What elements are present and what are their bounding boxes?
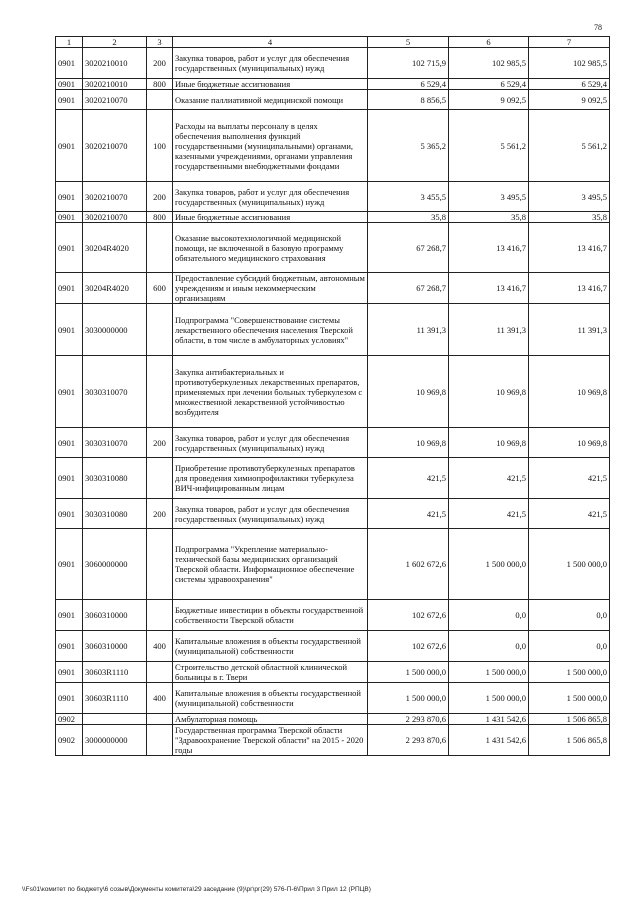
value-col-5: 35,8 <box>368 212 449 223</box>
table-row <box>56 90 610 110</box>
value-col-6: 0,0 <box>449 600 529 631</box>
value-col-5: 10 969,8 <box>368 356 449 428</box>
value-col-5: 3 455,5 <box>368 182 449 212</box>
value-col-6: 421,5 <box>449 458 529 499</box>
footer-file-path: \\Fs01\комитет по бюджету\6 созыв\Документы комитета\29 заседание (9)\рг\рг(29) 576-П-6\Прил 3 Прил 12 (РПЦВ) <box>22 886 371 893</box>
target-code: 3020210070 <box>83 212 147 223</box>
target-code: 30204R4020 <box>83 273 147 304</box>
expense-type: 800 <box>147 212 173 223</box>
item-name: Закупка товаров, работ и услуг для обеспечения государственных (муниципальных) нужд <box>173 428 368 458</box>
value-col-7: 6 529,4 <box>529 79 610 90</box>
expense-type: 400 <box>147 683 173 714</box>
value-col-5: 10 969,8 <box>368 428 449 458</box>
section-code: 0901 <box>56 110 83 182</box>
header-col-2: 2 <box>83 37 147 48</box>
expense-type <box>147 90 173 110</box>
item-name: Бюджетные инвестиции в объекты государственной собственности Тверской области <box>173 600 368 631</box>
value-col-7: 13 416,7 <box>529 273 610 304</box>
value-col-6: 35,8 <box>449 212 529 223</box>
target-code: 3020210010 <box>83 79 147 90</box>
section-code: 0901 <box>56 223 83 273</box>
expense-type <box>147 304 173 356</box>
value-col-7: 10 969,8 <box>529 428 610 458</box>
expense-type <box>147 600 173 631</box>
value-col-5: 102 672,6 <box>368 600 449 631</box>
value-col-6: 102 985,5 <box>449 48 529 79</box>
section-code: 0901 <box>56 683 83 714</box>
expense-type: 400 <box>147 631 173 662</box>
value-col-5: 5 365,2 <box>368 110 449 182</box>
value-col-5: 8 856,5 <box>368 90 449 110</box>
target-code: 3020210070 <box>83 90 147 110</box>
item-name: Амбулаторная помощь <box>173 714 368 725</box>
target-code: 3030310080 <box>83 499 147 529</box>
value-col-6: 10 969,8 <box>449 356 529 428</box>
section-code: 0901 <box>56 182 83 212</box>
value-col-5: 1 500 000,0 <box>368 683 449 714</box>
budget-table <box>55 36 610 756</box>
value-col-6: 5 561,2 <box>449 110 529 182</box>
section-code: 0902 <box>56 725 83 756</box>
value-col-7: 5 561,2 <box>529 110 610 182</box>
expense-type <box>147 714 173 725</box>
section-code: 0901 <box>56 304 83 356</box>
table-row <box>56 529 610 600</box>
value-col-6: 13 416,7 <box>449 223 529 273</box>
value-col-5: 11 391,3 <box>368 304 449 356</box>
value-col-7: 10 969,8 <box>529 356 610 428</box>
table-row <box>56 428 610 458</box>
table-row <box>56 79 610 90</box>
expense-type <box>147 356 173 428</box>
item-name: Иные бюджетные ассигнования <box>173 212 368 223</box>
table-body <box>56 48 610 756</box>
section-code: 0902 <box>56 714 83 725</box>
value-col-6: 6 529,4 <box>449 79 529 90</box>
target-code: 3020210070 <box>83 182 147 212</box>
expense-type: 200 <box>147 428 173 458</box>
item-name: Подпрограмма "Совершенствование системы лекарственного обеспечения населения Тверской области, в том числе в амбулаторных условиях" <box>173 304 368 356</box>
table-row <box>56 273 610 304</box>
table-row <box>56 499 610 529</box>
target-code: 3030310070 <box>83 428 147 458</box>
value-col-5: 421,5 <box>368 499 449 529</box>
item-name: Закупка товаров, работ и услуг для обеспечения государственных (муниципальных) нужд <box>173 48 368 79</box>
item-name: Подпрограмма "Укрепление материально-технической базы медицинских организаций Тверской области. Информационное обеспечение системы здравоохранения" <box>173 529 368 600</box>
section-code: 0901 <box>56 212 83 223</box>
table-row <box>56 662 610 683</box>
value-col-5: 67 268,7 <box>368 273 449 304</box>
target-code: 30204R4020 <box>83 223 147 273</box>
expense-type <box>147 529 173 600</box>
value-col-7: 11 391,3 <box>529 304 610 356</box>
section-code: 0901 <box>56 600 83 631</box>
item-name: Государственная программа Тверской области "Здравоохранение Тверской области" на 2015 - 2020 годы <box>173 725 368 756</box>
expense-type <box>147 458 173 499</box>
target-code: 3060310000 <box>83 600 147 631</box>
header-col-4: 4 <box>173 37 368 48</box>
value-col-7: 421,5 <box>529 458 610 499</box>
section-code: 0901 <box>56 48 83 79</box>
section-code: 0901 <box>56 90 83 110</box>
expense-type <box>147 725 173 756</box>
value-col-7: 1 500 000,0 <box>529 529 610 600</box>
expense-type <box>147 223 173 273</box>
value-col-5: 102 715,9 <box>368 48 449 79</box>
expense-type: 100 <box>147 110 173 182</box>
header-col-6: 6 <box>449 37 529 48</box>
value-col-6: 1 500 000,0 <box>449 529 529 600</box>
value-col-7: 35,8 <box>529 212 610 223</box>
header-col-7: 7 <box>529 37 610 48</box>
target-code: 3000000000 <box>83 725 147 756</box>
item-name: Иные бюджетные ассигнования <box>173 79 368 90</box>
target-code: 3020210010 <box>83 48 147 79</box>
value-col-7: 102 985,5 <box>529 48 610 79</box>
item-name: Предоставление субсидий бюджетным, автономным учреждениям и иным некоммерческим организациям <box>173 273 368 304</box>
item-name: Оказание паллиативной медицинской помощи <box>173 90 368 110</box>
value-col-6: 1 431 542,6 <box>449 725 529 756</box>
section-code: 0901 <box>56 662 83 683</box>
target-code: 3030310080 <box>83 458 147 499</box>
value-col-6: 1 500 000,0 <box>449 662 529 683</box>
header-col-1: 1 <box>56 37 83 48</box>
value-col-5: 421,5 <box>368 458 449 499</box>
section-code: 0901 <box>56 631 83 662</box>
expense-type: 800 <box>147 79 173 90</box>
table-row <box>56 725 610 756</box>
value-col-6: 1 431 542,6 <box>449 714 529 725</box>
page-number: 78 <box>594 23 602 32</box>
target-code: 3030000000 <box>83 304 147 356</box>
value-col-7: 1 506 865,8 <box>529 725 610 756</box>
value-col-7: 9 092,5 <box>529 90 610 110</box>
item-name: Оказание высокотехнологичной медицинской помощи, не включенной в базовую программу обязательного медицинского страхования <box>173 223 368 273</box>
value-col-6: 11 391,3 <box>449 304 529 356</box>
value-col-5: 6 529,4 <box>368 79 449 90</box>
target-code: 3060310000 <box>83 631 147 662</box>
section-code: 0901 <box>56 529 83 600</box>
section-code: 0901 <box>56 273 83 304</box>
value-col-5: 102 672,6 <box>368 631 449 662</box>
table-row <box>56 48 610 79</box>
value-col-7: 1 506 865,8 <box>529 714 610 725</box>
table-row <box>56 458 610 499</box>
value-col-6: 0,0 <box>449 631 529 662</box>
section-code: 0901 <box>56 458 83 499</box>
value-col-7: 421,5 <box>529 499 610 529</box>
target-code: 30603R1110 <box>83 662 147 683</box>
header-col-5: 5 <box>368 37 449 48</box>
value-col-7: 1 500 000,0 <box>529 662 610 683</box>
value-col-6: 13 416,7 <box>449 273 529 304</box>
table-row <box>56 356 610 428</box>
value-col-6: 9 092,5 <box>449 90 529 110</box>
table-row <box>56 223 610 273</box>
value-col-7: 1 500 000,0 <box>529 683 610 714</box>
target-code: 3020210070 <box>83 110 147 182</box>
table-row <box>56 631 610 662</box>
value-col-6: 10 969,8 <box>449 428 529 458</box>
expense-type: 200 <box>147 48 173 79</box>
item-name: Закупка антибактериальных и противотуберкулезных лекарственных препаратов, применяемых при лечении больных туберкулезом с множественной лекарственной устойчивостью возбудителя <box>173 356 368 428</box>
table-row <box>56 182 610 212</box>
section-code: 0901 <box>56 79 83 90</box>
value-col-7: 13 416,7 <box>529 223 610 273</box>
table-row <box>56 212 610 223</box>
value-col-5: 67 268,7 <box>368 223 449 273</box>
item-name: Капитальные вложения в объекты государственной (муниципальной) собственности <box>173 683 368 714</box>
value-col-6: 3 495,5 <box>449 182 529 212</box>
table-row <box>56 304 610 356</box>
item-name: Закупка товаров, работ и услуг для обеспечения государственных (муниципальных) нужд <box>173 499 368 529</box>
value-col-7: 0,0 <box>529 600 610 631</box>
item-name: Приобретение противотуберкулезных препаратов для проведения химиопрофилактики туберкулеза ВИЧ-инфицированным лицам <box>173 458 368 499</box>
expense-type <box>147 662 173 683</box>
value-col-5: 1 602 672,6 <box>368 529 449 600</box>
item-name: Строительство детской областной клинической больницы в г. Твери <box>173 662 368 683</box>
value-col-7: 3 495,5 <box>529 182 610 212</box>
target-code: 3060000000 <box>83 529 147 600</box>
target-code: 3030310070 <box>83 356 147 428</box>
value-col-5: 2 293 870,6 <box>368 725 449 756</box>
value-col-5: 1 500 000,0 <box>368 662 449 683</box>
expense-type: 200 <box>147 182 173 212</box>
section-code: 0901 <box>56 356 83 428</box>
table-row <box>56 110 610 182</box>
section-code: 0901 <box>56 428 83 458</box>
expense-type: 600 <box>147 273 173 304</box>
value-col-7: 0,0 <box>529 631 610 662</box>
table-header-row <box>56 37 610 48</box>
table-row <box>56 683 610 714</box>
value-col-6: 1 500 000,0 <box>449 683 529 714</box>
target-code: 30603R1110 <box>83 683 147 714</box>
table-row <box>56 600 610 631</box>
header-col-3: 3 <box>147 37 173 48</box>
expense-type: 200 <box>147 499 173 529</box>
value-col-5: 2 293 870,6 <box>368 714 449 725</box>
item-name: Закупка товаров, работ и услуг для обеспечения государственных (муниципальных) нужд <box>173 182 368 212</box>
section-code: 0901 <box>56 499 83 529</box>
item-name: Расходы на выплаты персоналу в целях обеспечения выполнения функций государственными (муниципальными) органами, казенными учреждениями, органами управления государственными внебюджетными фондами <box>173 110 368 182</box>
item-name: Капитальные вложения в объекты государственной (муниципальной) собственности <box>173 631 368 662</box>
value-col-6: 421,5 <box>449 499 529 529</box>
table-row <box>56 714 610 725</box>
target-code <box>83 714 147 725</box>
